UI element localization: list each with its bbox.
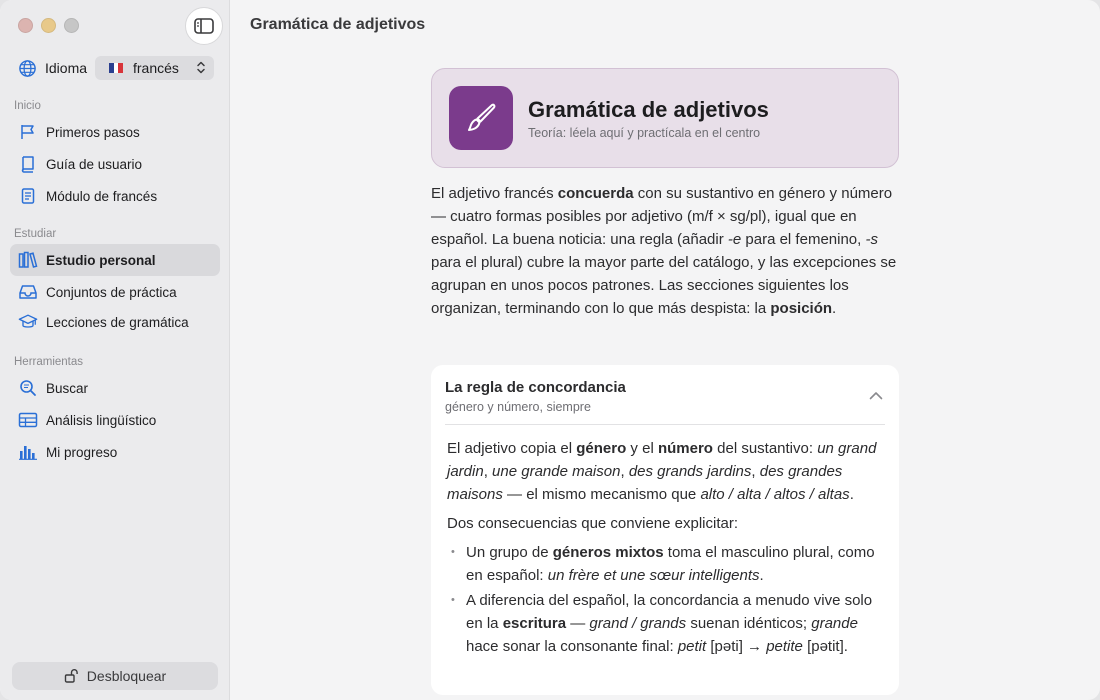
list-item: • A diferencia del español, la concordancia a menudo vive solo en la escritura — grand / grands suenan idénticos; grande hace sonar la consonante final: petit [pəti] → petite [pətit].: [447, 589, 887, 658]
section-label-inicio: Inicio: [14, 100, 41, 112]
sidebar-item-buscar[interactable]: [10, 372, 220, 404]
sidebar-item-label: Guía de usuario: [46, 156, 143, 172]
lesson-subtitle: Teoría: léela aquí y practícala en el centro: [528, 126, 761, 140]
lesson-header-card: [431, 68, 899, 168]
intro-paragraph: El adjetivo francés concuerda con su sustantivo en género y número — cuatro formas posibles por adjetivo (m/f × sg/pl), igual que en español. La buena noticia: una regla (añadir -e para el femenino, -s para el plural) cubre la mayor parte del catálogo, y las excepciones se agrupan en unos pocos patrones. Las secciones siguientes los organizan, terminando con lo que más despista: la posición.: [431, 185, 897, 317]
table-icon: [18, 412, 38, 428]
body-paragraph: El adjetivo copia el género y el número del sustantivo: un grand jardin, une grande maison, des grands jardins, des grandes maisons — el mismo mecanismo que alto / alta / altos / altas.: [447, 440, 877, 503]
updown-chevron-icon: [196, 60, 206, 75]
bullet-list: [447, 541, 887, 658]
graduation-cap-icon: [18, 313, 38, 331]
language-row: [18, 56, 218, 80]
sidebar-item-label: Módulo de francés: [46, 188, 158, 204]
section-label-estudiar: Estudiar: [14, 228, 57, 240]
library-icon: [18, 251, 38, 269]
lesson-icon-tile: [449, 86, 513, 150]
page-title: Gramática de adjetivos: [250, 16, 426, 33]
sidebar-item-estudio-personal[interactable]: [10, 244, 220, 276]
language-label: Idioma: [45, 60, 88, 76]
close-window-button[interactable]: [18, 18, 33, 33]
unlock-icon: [64, 669, 79, 683]
unlock-label: Desbloquear: [86, 668, 167, 684]
sidebar-item-label: Lecciones de gramática: [46, 314, 189, 330]
language-select[interactable]: [95, 56, 214, 80]
sidebar-item-conjuntos-practica[interactable]: [10, 276, 220, 308]
lesson-title: Gramática de adjetivos: [528, 97, 769, 122]
sidebar-item-primeros-pasos[interactable]: [10, 116, 220, 148]
minimize-window-button[interactable]: [41, 18, 56, 33]
chevron-up-icon[interactable]: [869, 391, 883, 400]
section-subtitle: género y número, siempre: [445, 400, 591, 414]
notebook-icon: [19, 187, 37, 205]
unlock-button[interactable]: [12, 662, 218, 690]
sidebar-item-mi-progreso[interactable]: [10, 436, 220, 468]
section-title: La regla de concordancia: [445, 379, 626, 396]
section-card-header[interactable]: [445, 379, 885, 425]
bar-chart-icon: [18, 444, 38, 460]
sidebar: [0, 0, 230, 700]
section-body: [447, 437, 887, 660]
sidebar-item-label: Primeros pasos: [46, 124, 140, 140]
list-item: • Un grupo de géneros mixtos toma el masculino plural, como en español: un frère et une sœur intelligents.: [447, 541, 887, 587]
sidebar-item-label: Buscar: [46, 380, 89, 396]
globe-icon: [18, 59, 37, 78]
sidebar-item-label: Análisis lingüístico: [46, 412, 157, 428]
sidebar-item-modulo-frances[interactable]: [10, 180, 220, 212]
sidebar-item-label: Conjuntos de práctica: [46, 284, 177, 300]
paintbrush-icon: [463, 100, 499, 136]
sidebar-toggle-icon: [194, 18, 214, 34]
body-paragraph: Dos consecuencias que conviene explicitar:: [447, 515, 738, 532]
flag-icon: [19, 123, 37, 141]
main-content: [231, 0, 1100, 700]
section-label-herramientas: Herramientas: [14, 356, 84, 368]
sidebar-item-lecciones-gramatica[interactable]: [10, 306, 220, 338]
search-icon: [19, 379, 37, 397]
window-controls: [18, 18, 79, 33]
book-icon: [19, 155, 37, 173]
sidebar-item-analisis-linguistico[interactable]: [10, 404, 220, 436]
language-value: francés: [133, 60, 179, 76]
tray-icon: [18, 283, 38, 301]
section-card-concordancia: [431, 365, 899, 695]
sidebar-item-label: Estudio personal: [46, 252, 156, 268]
zoom-window-button[interactable]: [64, 18, 79, 33]
french-flag-icon: [109, 63, 123, 73]
toggle-sidebar-button[interactable]: [185, 7, 223, 45]
sidebar-item-guia-usuario[interactable]: [10, 148, 220, 180]
sidebar-item-label: Mi progreso: [46, 444, 118, 460]
